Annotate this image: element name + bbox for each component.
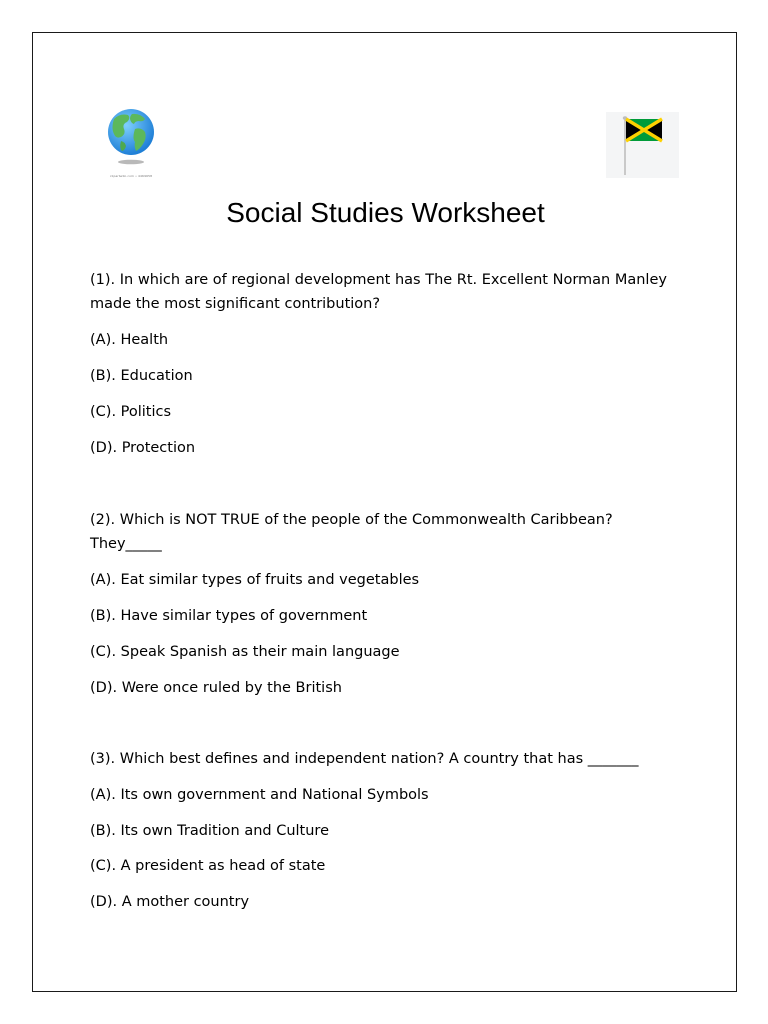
worksheet-page	[32, 32, 737, 992]
question-3-option-d: (D). A mother country	[90, 894, 250, 910]
globe-caption: clipartwiki.com • 4469658	[109, 174, 153, 178]
question-2-prompt-line-1: (2). Which is NOT TRUE of the people of the Commonwealth Caribbean?	[90, 512, 613, 528]
question-2-option-a: (A). Eat similar types of fruits and vegetables	[90, 572, 420, 588]
question-1-option-d: (D). Protection	[90, 440, 196, 456]
question-3-option-c: (C). A president as head of state	[90, 858, 326, 874]
globe-icon	[101, 105, 161, 175]
question-2-option-b: (B). Have similar types of government	[90, 608, 368, 624]
page-title: Social Studies Worksheet	[226, 197, 545, 228]
question-2-option-d: (D). Were once ruled by the British	[90, 680, 342, 696]
question-3-prompt: (3). Which best defines and independent nation? A country that has _______	[90, 751, 639, 767]
question-1-prompt-line-2: made the most significant contribution?	[90, 296, 381, 312]
question-3-option-a: (A). Its own government and National Symbols	[90, 787, 429, 803]
jamaica-flag-icon	[606, 112, 679, 178]
jamaica-flag-logo	[606, 112, 679, 178]
question-1-prompt-line-1: (1). In which are of regional development has The Rt. Excellent Norman Manley	[90, 272, 667, 288]
question-2-option-c: (C). Speak Spanish as their main language	[90, 644, 400, 660]
question-1-option-c: (C). Politics	[90, 404, 172, 420]
globe-logo	[101, 105, 161, 181]
question-1-option-a: (A). Health	[90, 332, 169, 348]
question-2-prompt-line-2: They_____	[90, 536, 162, 552]
question-3-option-b: (B). Its own Tradition and Culture	[90, 823, 329, 839]
question-1-option-b: (B). Education	[90, 368, 193, 384]
